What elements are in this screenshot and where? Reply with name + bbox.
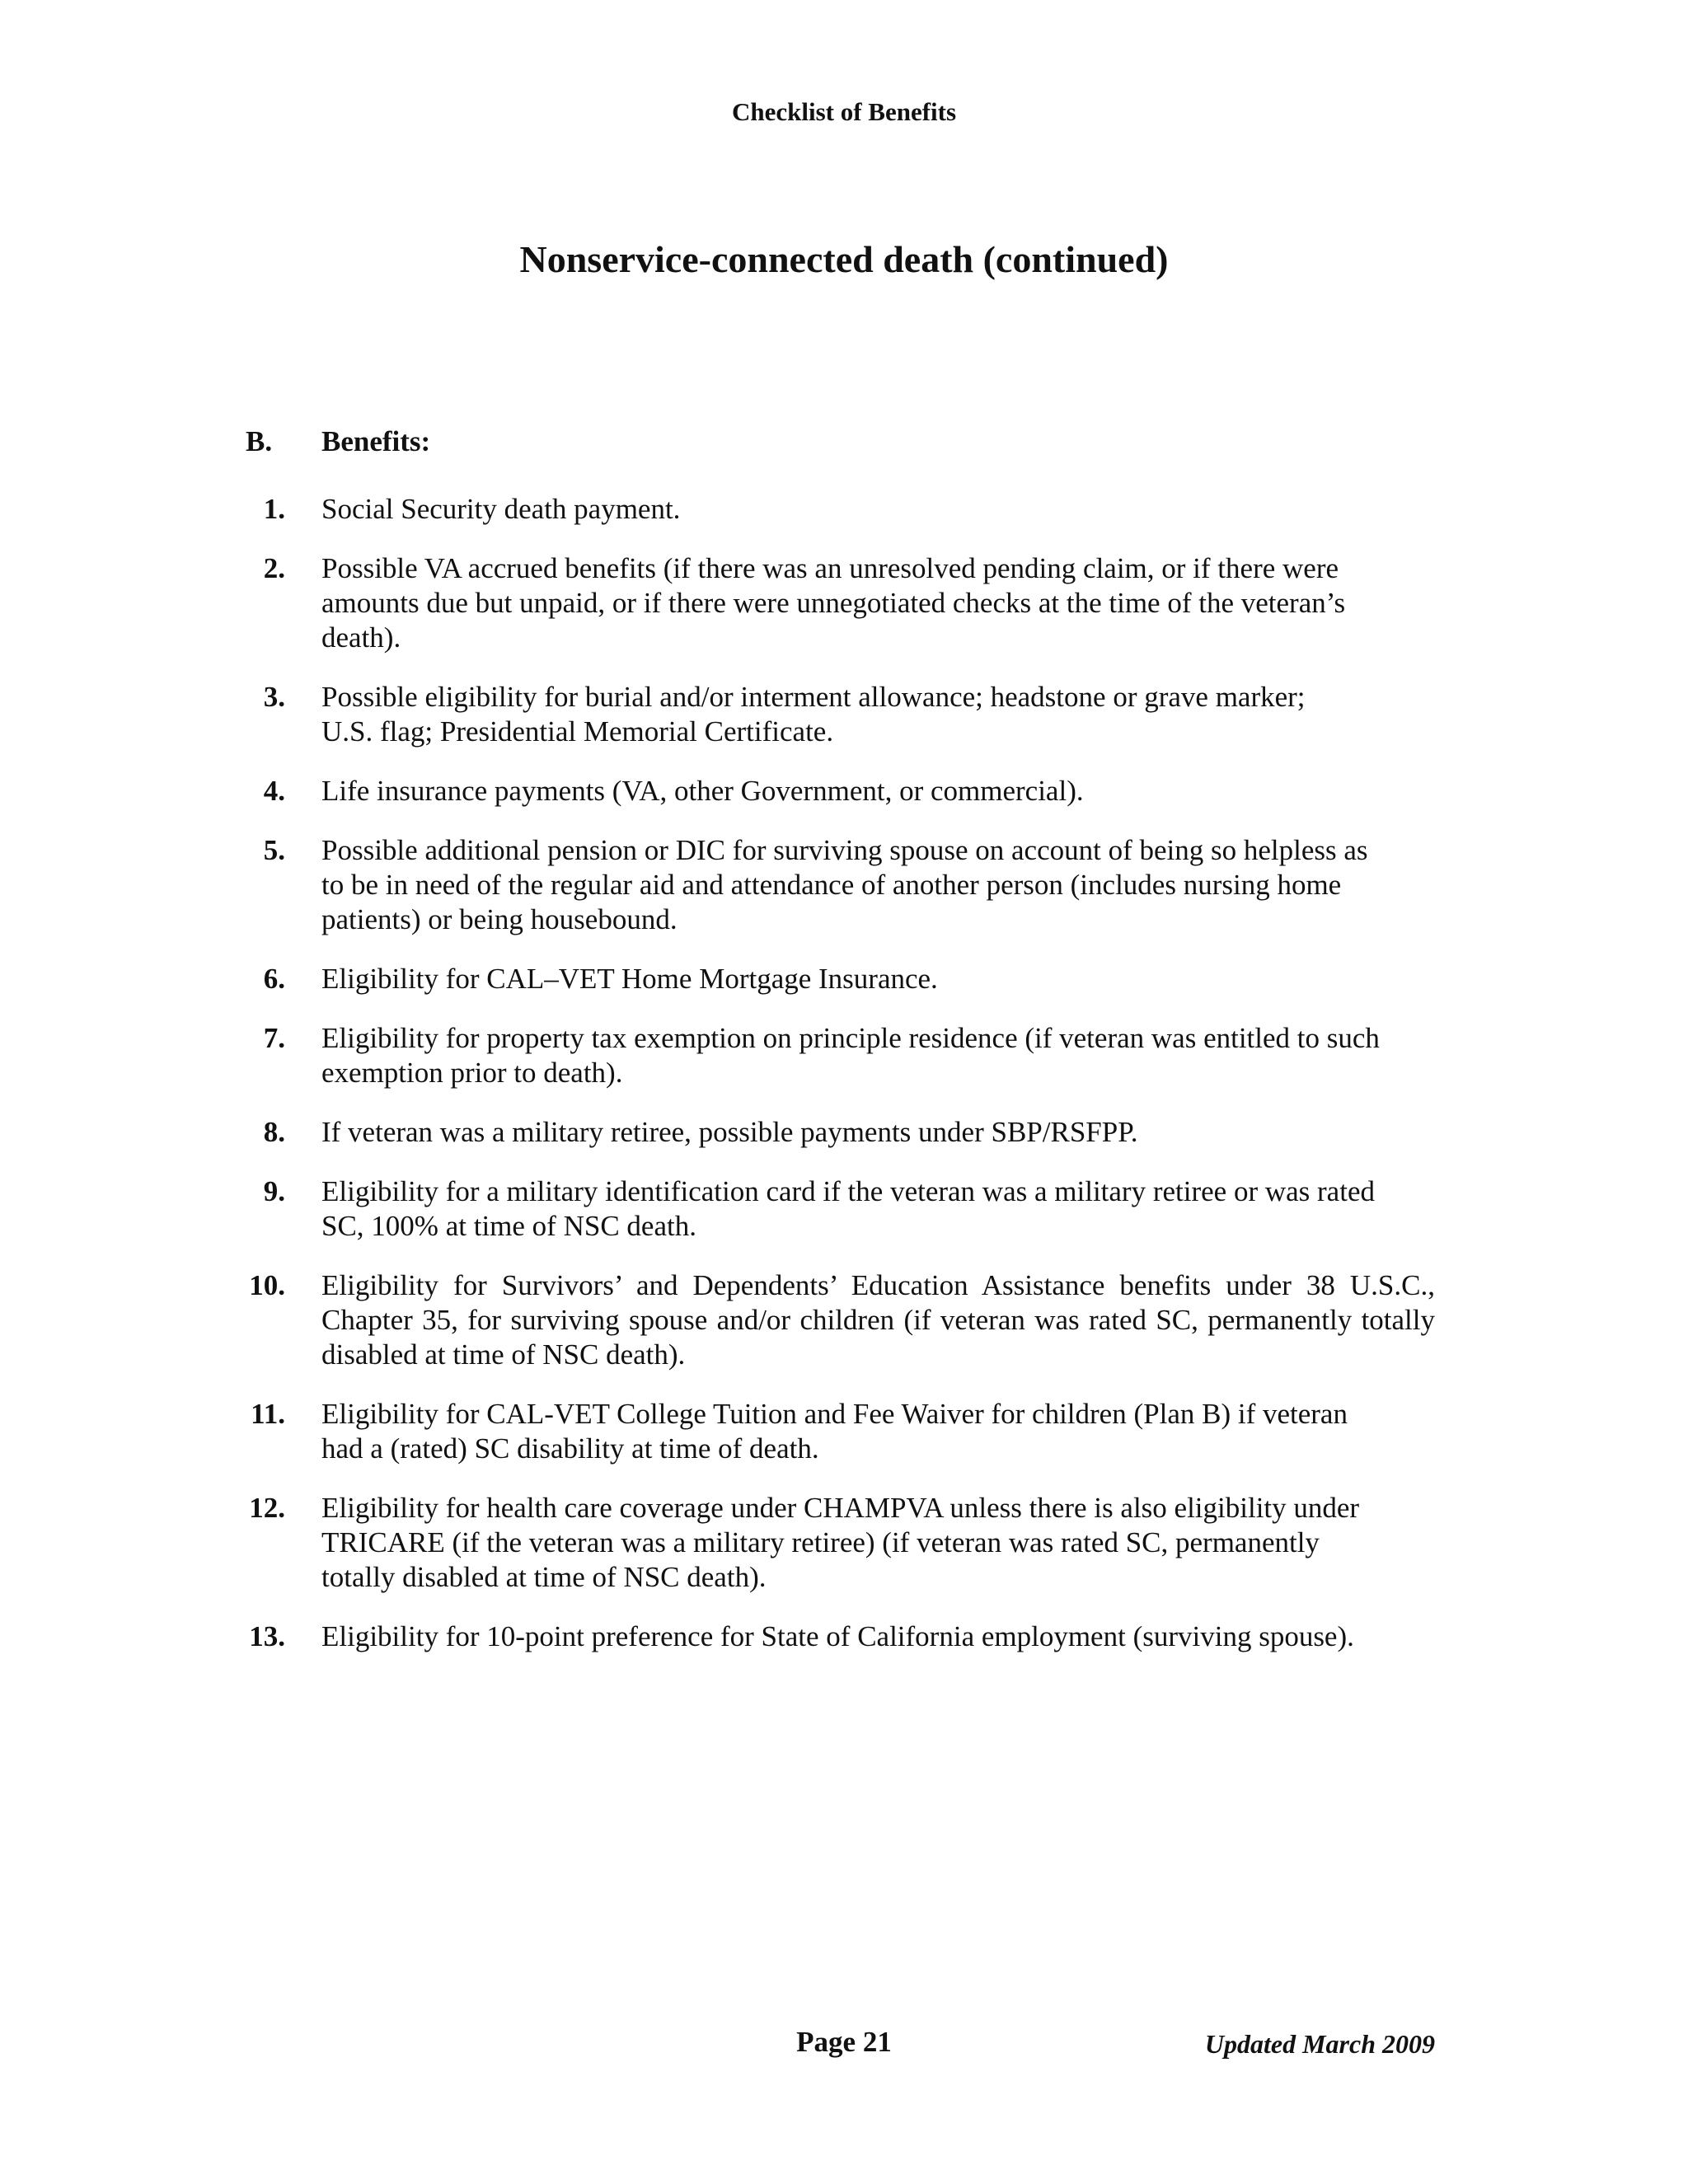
running-header: Checklist of Benefits [731,97,957,126]
benefit-number: 3. [263,681,285,713]
benefit-item [236,833,1435,937]
benefit-text: Eligibility for CAL–VET Home Mortgage Insurance. [321,963,938,995]
benefit-number: 12. [249,1492,285,1524]
benefit-text: Social Security death payment. [321,493,681,525]
benefit-number: 8. [263,1116,285,1148]
benefit-item [236,774,1435,808]
benefit-text: Possible additional pension or DIC for surviving spouse on account of being so helpless as to be in need of the regular aid and attendance of another person (includes nursing home patients) or being housebound. [321,834,1368,935]
benefit-item [236,1268,1435,1372]
benefit-number: 9. [263,1175,285,1207]
benefit-item [236,1491,1435,1595]
benefit-number: 6. [263,963,285,995]
page-number: Page 21 [796,2026,892,2058]
section-letter: B. [246,425,273,457]
benefit-item [236,1021,1435,1090]
section-title: Benefits: [321,425,431,457]
benefit-text: Eligibility for health care coverage under CHAMPVA unless there is also eligibility under TRICARE (if the veteran was a military retiree) (if veteran was rated SC, permanently totally disabled at time of NSC death). [321,1492,1360,1593]
benefit-number: 4. [263,775,285,807]
benefit-text: If veteran was a military retiree, possible payments under SBP/RSFPP. [321,1116,1138,1148]
benefit-number: 1. [263,493,285,525]
benefit-item [236,1174,1435,1244]
benefit-text: Eligibility for property tax exemption on principle residence (if veteran was entitled to such exemption prior to death). [321,1022,1380,1089]
benefit-item [236,1619,1435,1654]
benefit-item [236,551,1435,655]
benefit-number: 5. [263,834,285,866]
benefit-text: Possible eligibility for burial and/or interment allowance; headstone or grave marker; U.S. flag; Presidential Memorial Certificate. [321,681,1306,748]
benefit-text: Eligibility for a military identification card if the veteran was a military retiree or was rated SC, 100% at time of NSC death. [321,1175,1375,1242]
benefit-item [236,1115,1435,1150]
benefit-text: Eligibility for 10-point preference for State of California employment (surviving spouse). [321,1620,1354,1652]
benefit-number: 10. [249,1269,285,1301]
benefit-item [236,492,1435,527]
benefit-text: Life insurance payments (VA, other Government, or commercial). [321,775,1084,807]
benefit-text: Possible VA accrued benefits (if there was an unresolved pending claim, or if there were amounts due but unpaid, or if there were unnegotiated checks at the time of the veteran’s death). [321,552,1346,654]
benefit-list [236,492,1435,1679]
benefit-number: 7. [263,1022,285,1054]
benefit-number: 13. [249,1620,285,1652]
benefit-item [236,962,1435,996]
benefit-text: Eligibility for Survivors’ and Dependents’ Education Assistance benefits under 38 U.S.C., Chapter 35, for surviving spouse and/or children (if veteran was rated SC, permanently totally disabled at time of NSC death). [321,1269,1435,1371]
benefit-number: 11. [251,1398,285,1430]
updated-date: Updated March 2009 [1204,2029,1435,2059]
benefit-item [236,680,1435,749]
benefit-text: Eligibility for CAL-VET College Tuition and Fee Waiver for children (Plan B) if veteran had a (rated) SC disability at time of death. [321,1398,1348,1465]
benefit-number: 2. [263,552,285,584]
benefit-item [236,1397,1435,1466]
page-title: Nonservice-connected death (continued) [519,238,1169,280]
